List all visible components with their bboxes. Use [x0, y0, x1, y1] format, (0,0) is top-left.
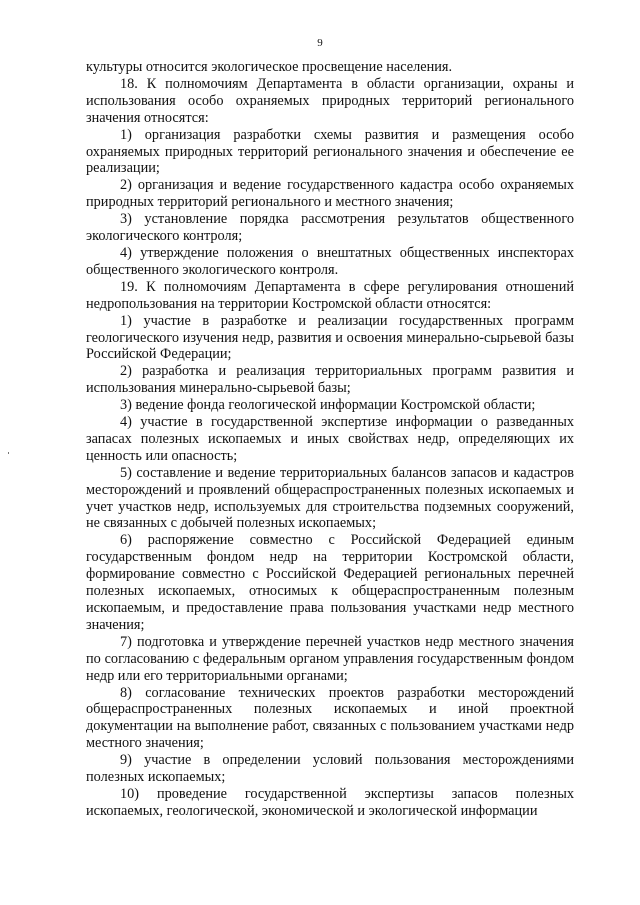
paragraph-clause-19: 19. К полномочиям Департамента в сфере регулирования отношений недропользования на территории Костромской области относятся:	[86, 278, 574, 312]
paragraph-clause-18-item-4: 4) утверждение положения о внештатных общественных инспекторах общественного экологического контроля.	[86, 244, 574, 278]
paragraph-continuation: культуры относится экологическое просвещение населения.	[86, 59, 453, 75]
paragraph-clause-18-item-1: 1) организация разработки схемы развития и размещения особо охраняемых природных территорий регионального значения и обеспечение ее реализации;	[86, 126, 574, 177]
scan-artifact-mark	[8, 452, 9, 454]
paragraph-clause-19-item-4: 4) участие в государственной экспертизе информации о разведанных запасах полезных ископаемых и иных свойствах недр, определяющих их ценность или опасность;	[86, 414, 574, 464]
paragraph-clause-19-item-3: 3) ведение фонда геологической информации Костромской области;	[120, 397, 536, 414]
paragraph-clause-19-item-8: 8) согласование технических проектов разработки месторождений общераспространенных полезных ископаемых и иной проектной документации на выполнение работ, связанных с пользованием участками недр местного значения;	[86, 684, 574, 752]
paragraph-clause-19-item-5: 5) составление и ведение территориальных балансов запасов и кадастров месторождений и проявлений общераспространенных полезных ископаемых и учет участков недр, используемых для строительства подземных сооружений, не связанных с добычей полезных ископаемых;	[86, 464, 574, 532]
paragraph-clause-19-item-10: 10) проведение государственной экспертизы запасов полезных ископаемых, геологической, экономической и экологической информации	[86, 785, 574, 819]
paragraph-clause-19-item-9: 9) участие в определении условий пользования месторождениями полезных ископаемых;	[86, 752, 574, 786]
paragraph-clause-19-item-2: 2) разработка и реализация территориальных программ развития и использования минерально-сырьевой базы;	[86, 363, 574, 397]
paragraph-clause-18-item-2: 2) организация и ведение государственного кадастра особо охраняемых природных территорий регионального и местного значения;	[86, 177, 574, 211]
paragraph-clause-18: 18. К полномочиям Департамента в области организации, охраны и использования особо охраняемых природных территорий регионального значения относятся:	[86, 75, 574, 126]
paragraph-clause-19-item-7: 7) подготовка и утверждение перечней участков недр местного значения по согласованию с федеральным органом управления государственным фондом недр или его территориальными органами;	[86, 633, 574, 684]
paragraph-clause-19-item-1: 1) участие в разработке и реализации государственных программ геологического изучения недр, развития и освоения минерально-сырьевой базы Российской Федерации;	[86, 312, 574, 363]
page-number: 9	[317, 37, 323, 49]
document-body	[86, 59, 574, 820]
paragraph-clause-18-item-3: 3) установление порядка рассмотрения результатов общественного экологического контроля;	[86, 211, 574, 245]
paragraph-clause-19-item-6: 6) распоряжение совместно с Российской Федерацией единым государственным фондом недр на территории Костромской области, формирование совместно с Российской Федерацией региональных перечней полезных ископаемых, относимых к общераспространенным полезным ископаемым, и предоставление права пользования участками недр местного значения;	[86, 532, 574, 633]
